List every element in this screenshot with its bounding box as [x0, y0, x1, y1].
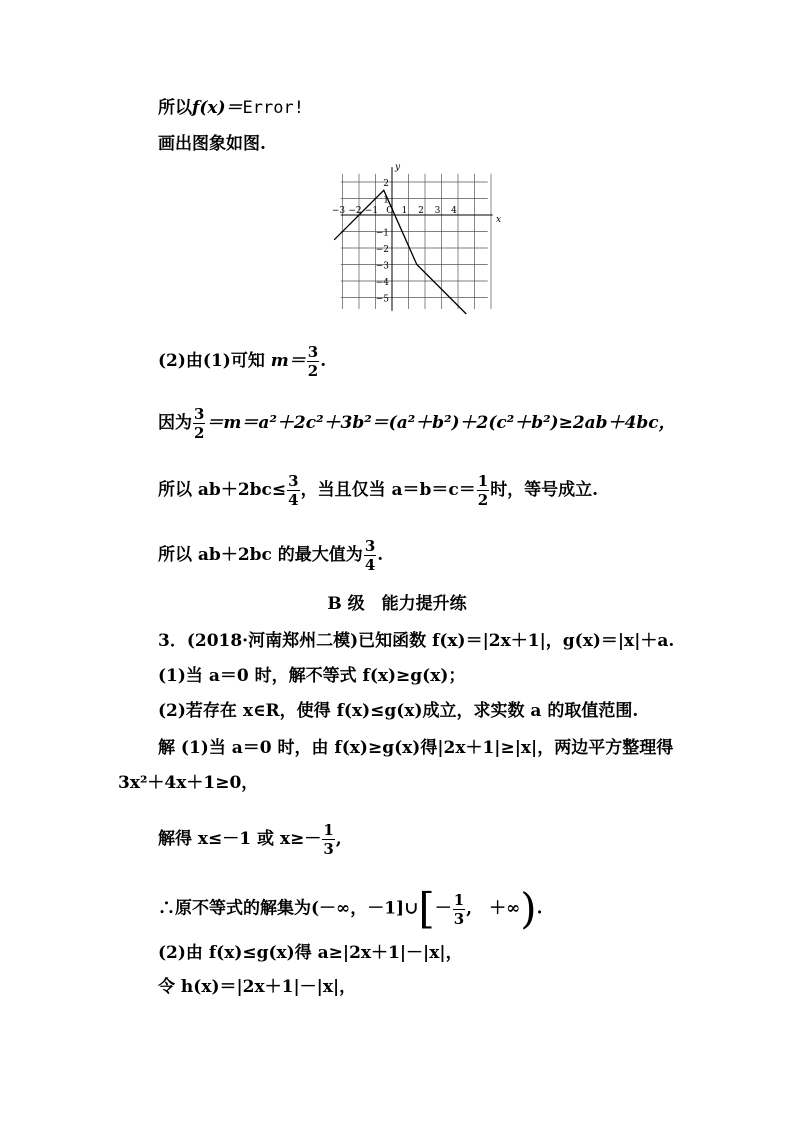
- x-tick-label: 3: [434, 206, 441, 216]
- y-axis-label: y: [395, 162, 401, 173]
- fraction-3-2: $\frac{3}{2}$: [307, 343, 319, 380]
- line-6: 所以 ab＋2bc 的最大值为 $\frac{3}{4}$ .: [158, 537, 384, 574]
- line-3: (2)由(1)可知 m＝ $\frac{3}{2}$ .: [158, 343, 327, 380]
- x-tick-label: −1: [364, 206, 379, 216]
- y-tick-label: −5: [375, 294, 389, 305]
- fraction-1-2: $\frac{1}{2}$: [477, 472, 489, 509]
- x-tick-label: 1: [401, 206, 408, 216]
- fraction-1-3b: $\frac{1}{3}$: [453, 890, 465, 928]
- solution-line-2: 3x²＋4x＋1≥0，: [118, 773, 259, 793]
- graph-tick-labels: [332, 163, 501, 305]
- fraction-3-4b: $\frac{3}{4}$: [364, 537, 376, 574]
- y-tick-label: 1: [383, 195, 389, 206]
- x-tick-label: −2: [348, 206, 362, 216]
- y-tick-label: −2: [375, 245, 389, 255]
- y-tick-label: −3: [375, 261, 389, 272]
- question-3-part-1: (1)当 a＝0 时，解不等式 f(x)≥g(x)；: [158, 666, 466, 686]
- question-3-part-2: (2)若存在 x∈R，使得 f(x)≤g(x)成立，求实数 a 的取值范围.: [158, 701, 639, 721]
- fraction-3-2b: $\frac{3}{2}$: [194, 405, 205, 442]
- solution-line-6: 令 h(x)＝|2x＋1|－|x|，: [158, 977, 357, 997]
- fraction-1-3: $\frac{1}{3}$: [323, 821, 334, 858]
- line-1: 所以f(x)＝Error!: [158, 98, 304, 118]
- question-3: 3．(2018·河南郑州二模)已知函数 f(x)＝|2x＋1|，g(x)＝|x|＋a.: [158, 631, 675, 651]
- y-tick-label: −1: [375, 228, 389, 239]
- graph-grid: [341, 174, 491, 309]
- solution-line-5: (2)由 f(x)≤g(x)得 a≥|2x＋1|－|x|，: [158, 943, 463, 963]
- x-axis-label: x: [495, 215, 502, 225]
- fraction-3-4: $\frac{3}{4}$: [288, 472, 299, 509]
- line-2: 画出图象如图.: [158, 134, 266, 154]
- solution-line-3: 解得 x≤－1 或 x≥－ $\frac{1}{3}$ ,: [158, 821, 342, 858]
- solution-line-1: 解 (1)当 a＝0 时，由 f(x)≥g(x)得|2x＋1|≥|x|，两边平方整理得: [158, 738, 674, 758]
- x-tick-label: 2: [418, 206, 424, 216]
- line-5: 所以 ab＋2bc≤ $\frac{3}{4}$ ，当且仅当 a＝b＝c＝ $\frac{1}{2}$ 时，等号成立.: [158, 472, 599, 509]
- y-tick-label: 2: [383, 179, 389, 189]
- error-text: Error!: [242, 98, 304, 118]
- section-heading: B 级 能力提升练: [327, 594, 467, 614]
- graph-axes: [341, 167, 493, 311]
- x-tick-label: −3: [331, 206, 346, 216]
- line-4: 因为 $\frac{3}{2}$ ＝m＝a²＋2c²＋3b²＝(a²＋b²)＋2(c²＋b²)≥2ab＋4bc，: [158, 405, 676, 442]
- solution-line-4: ∴原不等式的解集为(－∞，－1]∪[－ $\frac{1}{3}$ , ＋∞).: [158, 884, 543, 933]
- x-tick-label: 4: [451, 206, 457, 216]
- x-tick-label: O: [386, 206, 394, 216]
- y-tick-label: −4: [375, 278, 389, 288]
- function-graph: [331, 162, 502, 320]
